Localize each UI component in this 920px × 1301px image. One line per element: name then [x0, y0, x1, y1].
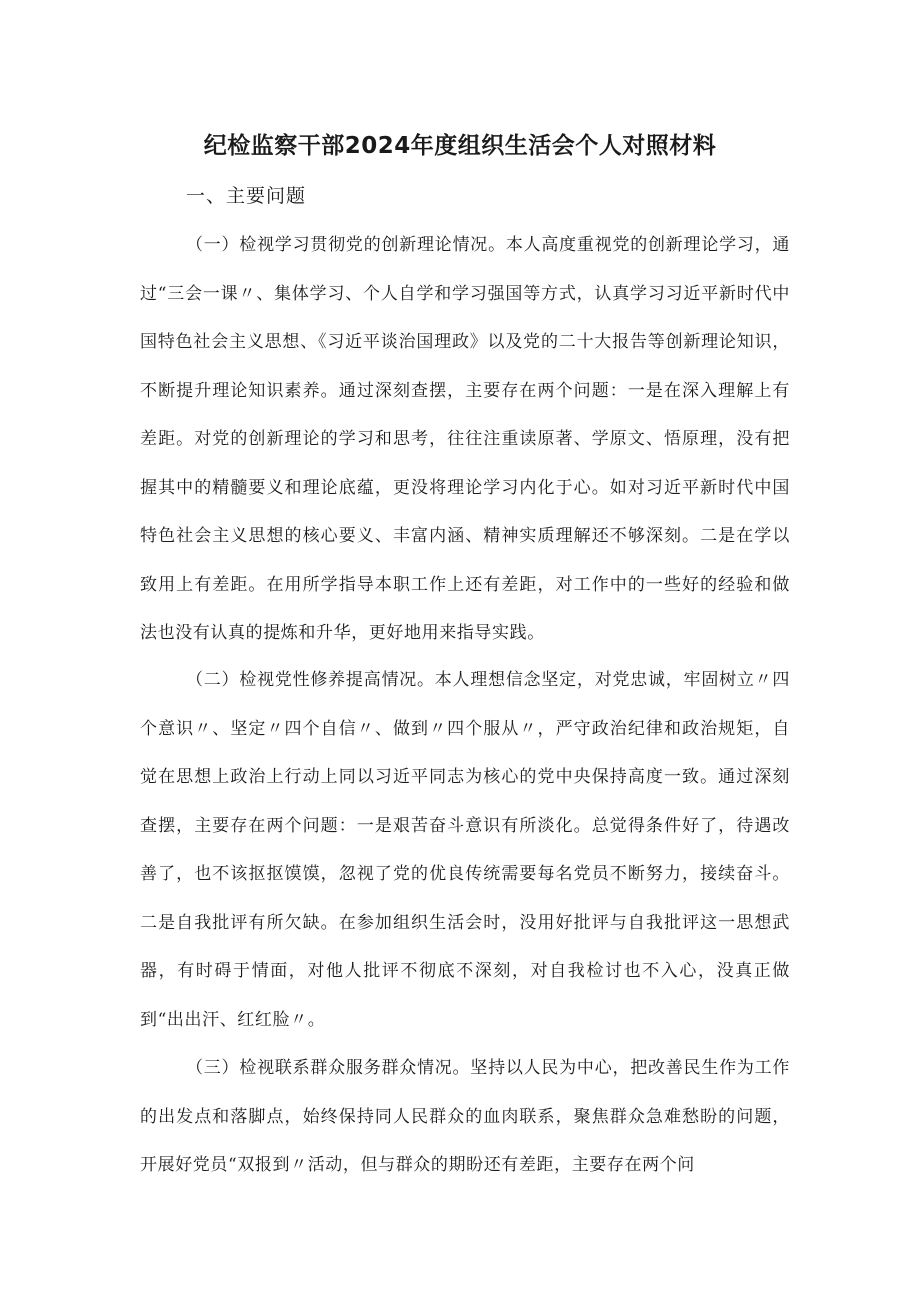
paragraph-party-spirit: （二）检视党性修养提高情况。本人理想信念坚定，对党忠诚，牢固树立〃四个意识〃、坚定〃四个自信〃、做到〃四个服从〃，严守政治纪律和政治规矩，自觉在思想上政治上行动上同以习近平同志为核心的党中央保持高度一致。通过深刻查摆，主要存在两个问题：一是艰苦奋斗意识有所淡化。总觉得条件好了，待遇改善了，也不该抠抠馍馍，忽视了党的优良传统需要每名党员不断努力，接续奋斗。二是自我批评有所欠缺。在参加组织生活会时，没用好批评与自我批评这一思想武器，有时碍于情面，对他人批评不彻底不深刻，对自我检讨也不入心，没真正做到“出出汗、红红脸〃。 — [140, 670, 790, 1030]
section-heading: 一、主要问题 — [186, 185, 307, 207]
document-title: 纪检监察干部2024年度组织生活会个人对照材料 — [203, 133, 717, 159]
paragraph-study-theory: （一）检视学习贯彻党的创新理论情况。本人高度重视党的创新理论学习，通过“三会一课〃、集体学习、个人自学和学习强国等方式，认真学习习近平新时代中国特色社会主义思想、《习近平谈治国理政》以及党的二十大报告等创新理论知识，不断提升理论知识素养。通过深刻查摆，主要存在两个问题：一是在深入理解上有差距。对党的创新理论的学习和思考，往往注重读原著、学原文、悟原理，没有把握其中的精髓要义和理论底蕴，更没将理论学习内化于心。如对习近平新时代中国特色社会主义思想的核心要义、丰富内涵、精神实质理解还不够深刻。二是在学以致用上有差距。在用所学指导本职工作上还有差距，对工作中的一些好的经验和做法也没有认真的提炼和升华，更好地用来指导实践。 — [140, 235, 790, 643]
paragraph-serve-masses: （三）检视联系群众服务群众情况。坚持以人民为中心，把改善民生作为工作的出发点和落脚点，始终保持同人民群众的血肉联系，聚焦群众急难愁盼的问题，开展好党员“双报到〃活动，但与群众的期盼还有差距，主要存在两个问 — [140, 1058, 790, 1175]
